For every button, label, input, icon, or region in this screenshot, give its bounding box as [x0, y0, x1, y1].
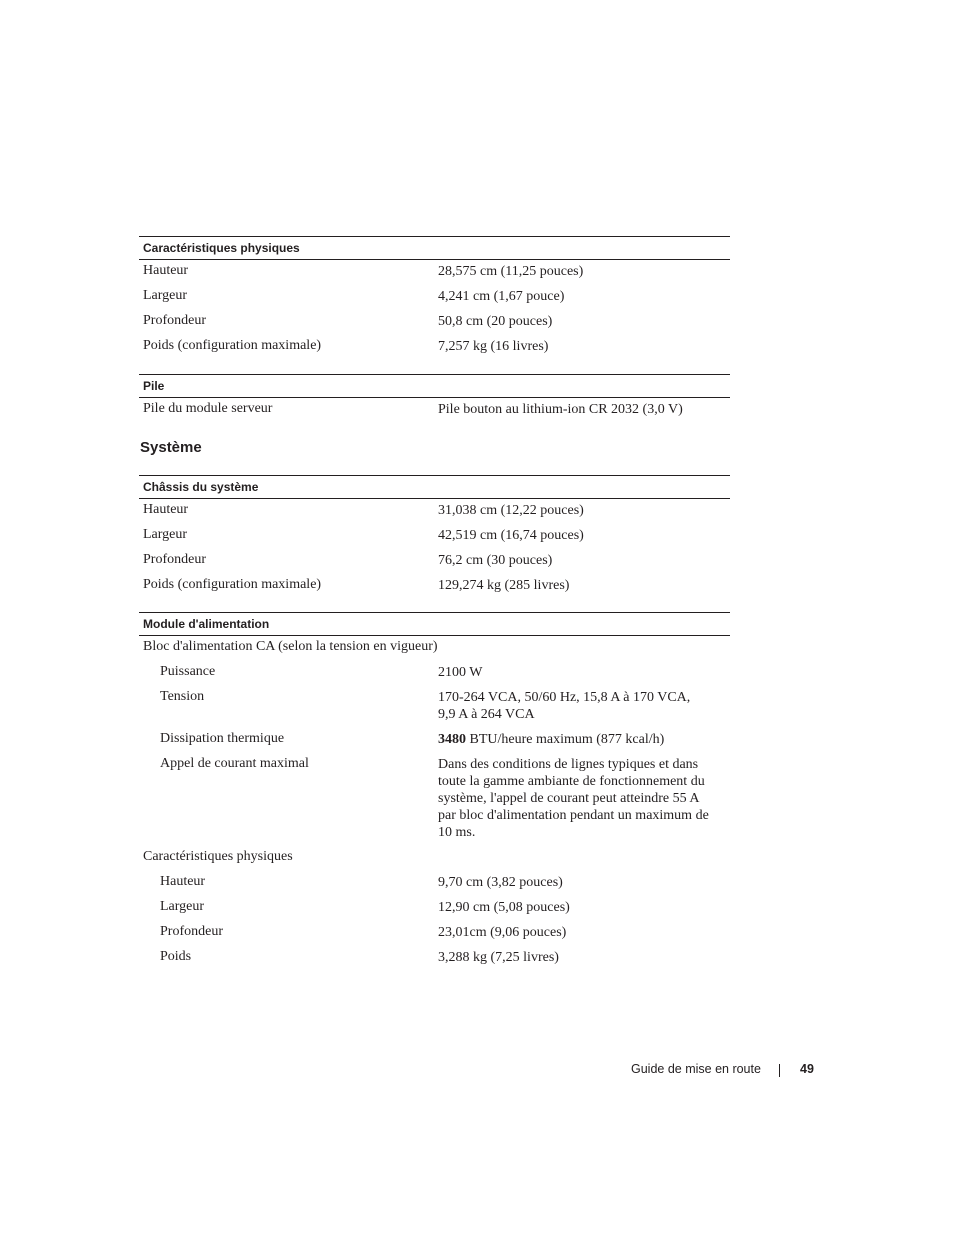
row-value: 12,90 cm (5,08 pouces)	[438, 900, 570, 915]
physical-specs-table	[139, 236, 730, 360]
row-label: Poids	[160, 949, 192, 964]
row-label: Poids (configuration maximale)	[143, 577, 322, 592]
row-value: 9,70 cm (3,82 pouces)	[438, 875, 563, 890]
row-value: 28,575 cm (11,25 pouces)	[438, 264, 584, 279]
row-label: Largeur	[160, 899, 205, 914]
table-row	[139, 728, 730, 753]
footer-guide-title: Guide de mise en route	[631, 1062, 761, 1076]
table-row	[139, 524, 730, 549]
table-row	[139, 549, 730, 574]
table-row	[139, 260, 730, 285]
row-value-bold: 3480	[438, 732, 466, 747]
page-number: 49	[800, 1062, 814, 1076]
row-value: 23,01cm (9,06 pouces)	[438, 925, 567, 940]
row-label: Tension	[160, 689, 205, 704]
table-row	[139, 753, 730, 846]
chassis-table	[139, 475, 730, 599]
battery-table	[139, 374, 730, 423]
row-label: Profondeur	[143, 552, 206, 567]
chassis-header: Châssis du système	[139, 475, 730, 499]
row-label: Poids (configuration maximale)	[143, 338, 322, 353]
row-value: 42,519 cm (16,74 pouces)	[438, 528, 584, 543]
row-value: 76,2 cm (30 pouces)	[438, 553, 553, 568]
row-label: Profondeur	[143, 313, 206, 328]
row-label: Largeur	[143, 288, 188, 303]
row-value: 7,257 kg (16 livres)	[438, 339, 549, 354]
table-row	[139, 686, 730, 728]
row-label: Dissipation thermique	[160, 731, 285, 746]
row-label: Hauteur	[143, 263, 189, 278]
table-row	[139, 335, 730, 360]
row-value: 2100 W	[438, 665, 483, 680]
table-row	[139, 661, 730, 686]
row-label: Hauteur	[143, 502, 189, 517]
psu-physical-label: Caractéristiques physiques	[143, 849, 293, 864]
row-value: 170-264 VCA, 50/60 Hz, 15,8 A à 170 VCA, 9,9 A à 264 VCA	[438, 690, 691, 722]
table-row	[139, 574, 730, 599]
table-row	[139, 846, 730, 871]
row-value: 4,241 cm (1,67 pouce)	[438, 289, 565, 304]
row-label: Hauteur	[160, 874, 206, 889]
table-row	[139, 921, 730, 946]
section-title: Système	[140, 439, 202, 456]
row-value: 3,288 kg (7,25 livres)	[438, 950, 559, 965]
footer-divider	[779, 1064, 780, 1077]
row-value	[438, 731, 728, 748]
row-label: Pile du module serveur	[143, 401, 273, 416]
table-row	[139, 896, 730, 921]
table-row	[139, 871, 730, 896]
power-module-table	[139, 612, 730, 971]
table-row	[139, 499, 730, 524]
table-row	[139, 636, 730, 661]
row-value: 50,8 cm (20 pouces)	[438, 314, 553, 329]
row-value: Dans des conditions de lignes typiques et dans toute la gamme ambiante de fonctionnement du système, l'appel de courant peut atteindre 55 A par bloc d'alimentation pendant un maximum de 10 ms.	[438, 757, 709, 840]
row-label: Profondeur	[160, 924, 223, 939]
physical-specs-header: Caractéristiques physiques	[139, 236, 730, 260]
table-row	[139, 946, 730, 971]
row-label: Puissance	[160, 664, 216, 679]
power-module-header: Module d'alimentation	[139, 612, 730, 636]
row-label: Appel de courant maximal	[160, 756, 309, 771]
row-label: Largeur	[143, 527, 188, 542]
row-value: Pile bouton au lithium-ion CR 2032 (3,0 V)	[438, 402, 683, 417]
row-value: 31,038 cm (12,22 pouces)	[438, 503, 584, 518]
table-row	[139, 310, 730, 335]
ac-supply-label: Bloc d'alimentation CA (selon la tension en vigueur)	[143, 639, 438, 654]
table-row	[139, 285, 730, 310]
table-row	[139, 398, 730, 423]
row-value: 129,274 kg (285 livres)	[438, 578, 570, 593]
battery-header: Pile	[139, 374, 730, 398]
row-value-rest: BTU/heure maximum (877 kcal/h)	[466, 732, 665, 747]
